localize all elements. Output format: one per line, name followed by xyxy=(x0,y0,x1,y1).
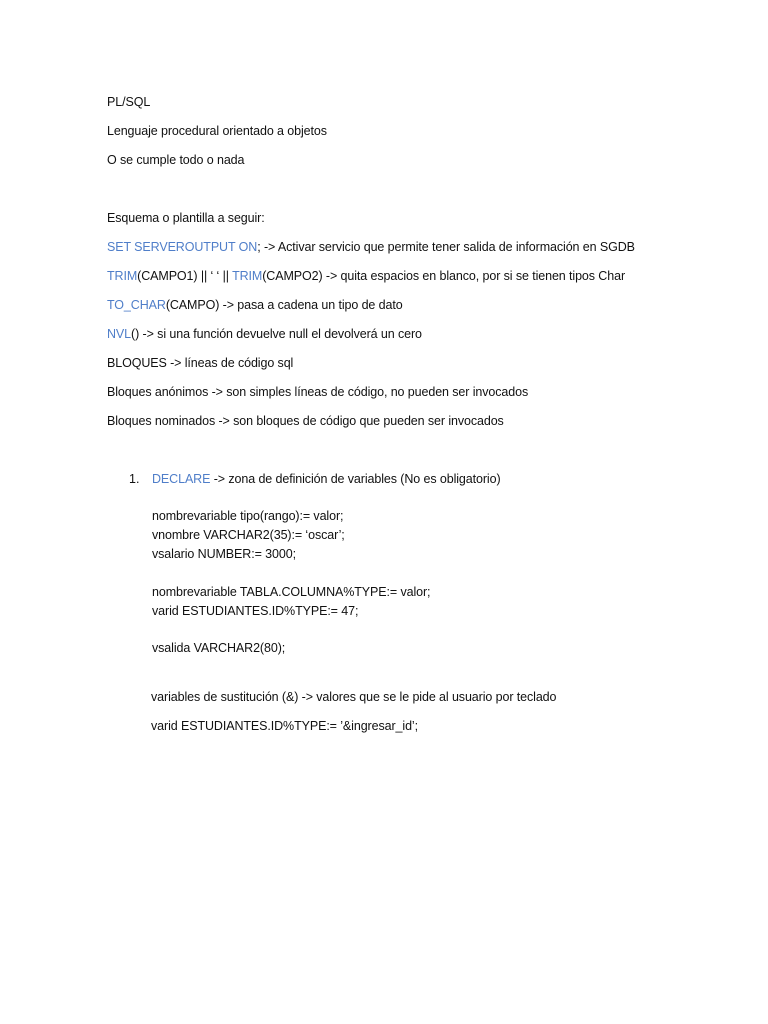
item-text: (CAMPO2) -> quita espacios en blanco, por si se tienen tipos Char xyxy=(262,269,626,283)
item-to-char xyxy=(107,297,403,313)
schema-heading: Esquema o plantilla a seguir: xyxy=(107,211,265,225)
code-line: nombrevariable TABLA.COLUMNA%TYPE:= valor; xyxy=(152,585,431,599)
bloques-anonimos-line: Bloques anónimos -> son simples líneas de código, no pueden ser invocados xyxy=(107,385,529,399)
item-text: (CAMPO) -> pasa a cadena un tipo de dato xyxy=(165,298,403,312)
keyword-set-serveroutput: SET SERVEROUTPUT ON xyxy=(107,240,258,254)
list-item-declare xyxy=(152,471,501,487)
doc-subtitle: Lenguaje procedural orientado a objetos xyxy=(107,124,327,138)
code-line: vnombre VARCHAR2(35):= ‘oscar’; xyxy=(152,528,345,542)
substitution-line: variables de sustitución (&) -> valores que se le pide al usuario por teclado xyxy=(151,690,557,704)
code-line: varid ESTUDIANTES.ID%TYPE:= ’&ingresar_id’; xyxy=(151,719,418,733)
item-trim xyxy=(107,268,625,284)
bloques-line: BLOQUES -> líneas de código sql xyxy=(107,356,294,370)
item-mid-text: (CAMPO1) || ‘ ‘ || xyxy=(137,269,233,283)
code-line: vsalario NUMBER:= 3000; xyxy=(152,547,296,561)
code-line: vsalida VARCHAR2(80); xyxy=(152,641,286,655)
item-text: ; -> Activar servicio que permite tener salida de información en SGDB xyxy=(257,240,635,254)
code-line: varid ESTUDIANTES.ID%TYPE:= 47; xyxy=(152,604,359,618)
code-line: nombrevariable tipo(rango):= valor; xyxy=(152,509,344,523)
doc-tagline: O se cumple todo o nada xyxy=(107,153,245,167)
keyword-trim-2: TRIM xyxy=(232,269,263,283)
item-nvl xyxy=(107,326,422,342)
doc-title: PL/SQL xyxy=(107,95,151,109)
item-set-serveroutput xyxy=(107,239,635,255)
keyword-to-char: TO_CHAR xyxy=(107,298,166,312)
bloques-nominados-line: Bloques nominados -> son bloques de código que pueden ser invocados xyxy=(107,414,504,428)
list-number: 1. xyxy=(129,472,140,486)
declare-text: -> zona de definición de variables (No es obligatorio) xyxy=(210,472,501,486)
keyword-nvl: NVL xyxy=(107,327,132,341)
keyword-trim: TRIM xyxy=(107,269,138,283)
keyword-declare: DECLARE xyxy=(152,472,211,486)
item-text: () -> si una función devuelve null el devolverá un cero xyxy=(131,327,422,341)
